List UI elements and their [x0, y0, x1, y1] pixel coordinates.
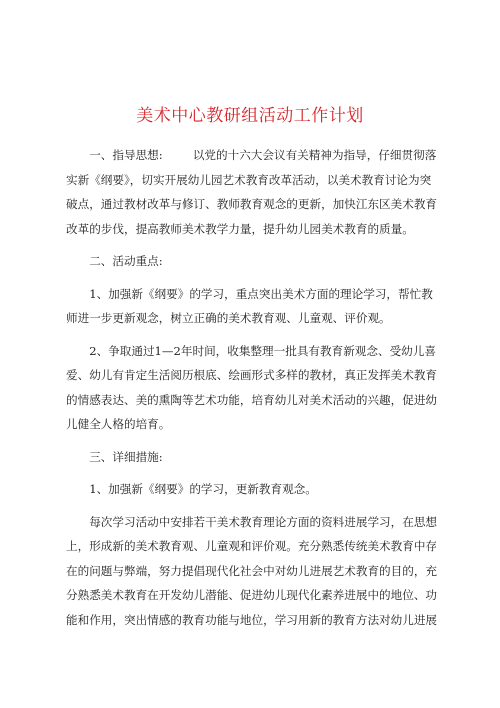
document-title: 美术中心教研组活动工作计划 [136, 106, 364, 126]
focus-item-2: 2、争取通过1—2年时间，收集整理一批具有教育新观念、受幼儿喜爱、幼儿有肯定生活阅历根底、绘画形式多样的教材，真正发挥美术教育的情感表达、美的熏陶等艺术功能，培育幼儿对美术活动的兴趣，促进幼儿健全人格的培育。 [66, 343, 438, 432]
measures-heading: 三、详细措施: [89, 449, 163, 464]
measures-item-1: 1、加强新《纲要》的学习，更新教育观念。 [89, 482, 317, 497]
measures-text: 每次学习活动中安排若干美术教育理论方面的资料进展学习，在思想上，形成新的美术教育观、儿童观和评价观。充分熟悉传统美术教育中存在的问题与弊端，努力提倡现代化社会中对幼儿进展艺术教育的目的，充分熟悉美术教育在开发幼儿潜能、促进幼儿现代化素养进展中的地位、功能和作用，突出情感的教育功能与地位，学习用新的教育方法对幼儿进展 [66, 514, 438, 627]
document-body [66, 143, 438, 640]
guiding-text: 以党的十六大会议有关精神为指导，仔细贯彻落实新《纲要》，切实开展幼儿园艺术教育改革活动，以美术教育讨论为突破点，通过教材改革与修订、教师教育观念的更新，加快江东区美术教育改革的步伐，提高教师美术教学力量，提升幼儿园美术教育的质量。 [66, 148, 438, 236]
focus-item-1: 1、加强新《纲要》的学习，重点突出美术方面的理论学习，帮忙教师进一步更新观念，树立正确的美术教育观、儿童观、评价观。 [66, 286, 433, 326]
guiding-heading: 一、指导思想: [89, 148, 163, 162]
guiding-paragraph [66, 143, 438, 241]
focus-heading: 二、活动重点: [89, 254, 163, 269]
